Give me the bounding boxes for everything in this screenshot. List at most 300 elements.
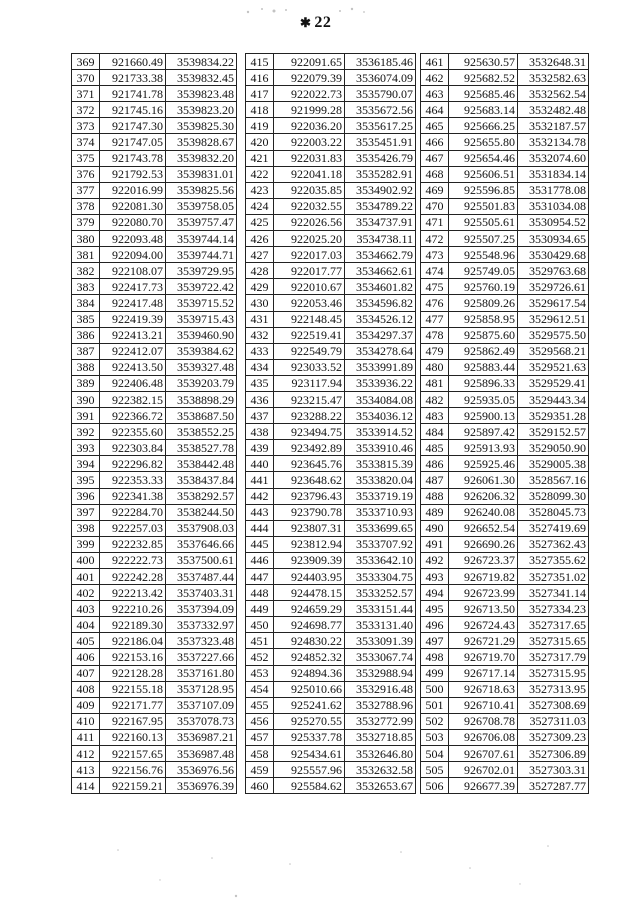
- table-row: [421, 552, 589, 568]
- x-coordinate-cell: 923648.62: [274, 472, 345, 488]
- scan-mark-icon: ✱: [300, 15, 312, 30]
- x-coordinate-cell: 924894.36: [274, 665, 345, 681]
- x-coordinate-cell: 926652.54: [449, 520, 518, 536]
- x-coordinate-cell: 926718.63: [449, 681, 518, 697]
- y-coordinate-cell: 3533910.46: [345, 440, 416, 456]
- table-row: [421, 778, 589, 794]
- table-row: [246, 166, 416, 182]
- point-number-cell: 457: [246, 729, 274, 745]
- table-row: [421, 520, 589, 536]
- point-number-cell: 477: [421, 311, 449, 327]
- y-coordinate-cell: 3534601.82: [345, 279, 416, 295]
- point-number-cell: 431: [246, 311, 274, 327]
- point-number-cell: 384: [72, 295, 100, 311]
- table-row: [421, 633, 589, 649]
- table-row: [72, 134, 237, 150]
- x-coordinate-cell: 922210.26: [100, 601, 166, 617]
- x-coordinate-cell: 925584.62: [274, 778, 345, 794]
- x-coordinate-cell: 925270.55: [274, 713, 345, 729]
- x-coordinate-cell: 925883.44: [449, 359, 518, 375]
- x-coordinate-cell: 926717.14: [449, 665, 518, 681]
- y-coordinate-cell: 3527419.69: [518, 520, 589, 536]
- x-coordinate-cell: 925666.25: [449, 118, 518, 134]
- table-row: [72, 231, 237, 247]
- table-row: [421, 601, 589, 617]
- x-coordinate-cell: 925434.61: [274, 746, 345, 762]
- point-number-cell: 493: [421, 569, 449, 585]
- point-number-cell: 382: [72, 263, 100, 279]
- table-row: [72, 552, 237, 568]
- point-number-cell: 464: [421, 102, 449, 118]
- point-number-cell: 455: [246, 697, 274, 713]
- y-coordinate-cell: 3529612.51: [518, 311, 589, 327]
- point-number-cell: 483: [421, 408, 449, 424]
- page-number-text: 22: [314, 14, 332, 31]
- table-row: [421, 263, 589, 279]
- y-coordinate-cell: 3529521.63: [518, 359, 589, 375]
- x-coordinate-cell: 926723.99: [449, 585, 518, 601]
- x-coordinate-cell: 925925.46: [449, 456, 518, 472]
- y-coordinate-cell: 3539757.47: [166, 214, 237, 230]
- x-coordinate-cell: 922382.15: [100, 391, 166, 407]
- table-row: [421, 762, 589, 778]
- y-coordinate-cell: 3539722.42: [166, 279, 237, 295]
- x-coordinate-cell: 926719.82: [449, 569, 518, 585]
- y-coordinate-cell: 3530934.65: [518, 231, 589, 247]
- y-coordinate-cell: 3537500.61: [166, 552, 237, 568]
- table-row: [246, 134, 416, 150]
- y-coordinate-cell: 3535617.25: [345, 118, 416, 134]
- y-coordinate-cell: 3533719.19: [345, 488, 416, 504]
- y-coordinate-cell: 3532988.94: [345, 665, 416, 681]
- point-number-cell: 497: [421, 633, 449, 649]
- point-number-cell: 417: [246, 86, 274, 102]
- x-coordinate-cell: 925809.26: [449, 295, 518, 311]
- table-row: [246, 343, 416, 359]
- point-number-cell: 458: [246, 746, 274, 762]
- table-row: [246, 118, 416, 134]
- point-number-cell: 396: [72, 488, 100, 504]
- y-coordinate-cell: 3537161.80: [166, 665, 237, 681]
- point-number-cell: 482: [421, 391, 449, 407]
- x-coordinate-cell: 921733.38: [100, 70, 166, 86]
- table-row: [72, 295, 237, 311]
- point-number-cell: 375: [72, 150, 100, 166]
- y-coordinate-cell: 3532582.63: [518, 70, 589, 86]
- point-number-cell: 460: [246, 778, 274, 794]
- y-coordinate-cell: 3531834.14: [518, 166, 589, 182]
- table-row: [72, 102, 237, 118]
- y-coordinate-cell: 3532632.58: [345, 762, 416, 778]
- point-number-cell: 376: [72, 166, 100, 182]
- table-row: [72, 536, 237, 552]
- y-coordinate-cell: 3538687.50: [166, 408, 237, 424]
- x-coordinate-cell: 926240.08: [449, 504, 518, 520]
- point-number-cell: 475: [421, 279, 449, 295]
- x-coordinate-cell: 922284.70: [100, 504, 166, 520]
- coordinate-table-1: [71, 53, 237, 794]
- point-number-cell: 399: [72, 536, 100, 552]
- x-coordinate-cell: 923033.52: [274, 359, 345, 375]
- point-number-cell: 454: [246, 681, 274, 697]
- table-row: [246, 520, 416, 536]
- x-coordinate-cell: 925606.51: [449, 166, 518, 182]
- y-coordinate-cell: 3537128.95: [166, 681, 237, 697]
- point-number-cell: 498: [421, 649, 449, 665]
- point-number-cell: 413: [72, 762, 100, 778]
- table-row: [421, 408, 589, 424]
- x-coordinate-cell: 926713.50: [449, 601, 518, 617]
- table-row: [421, 295, 589, 311]
- point-number-cell: 502: [421, 713, 449, 729]
- y-coordinate-cell: 3539832.45: [166, 70, 237, 86]
- x-coordinate-cell: 922213.42: [100, 585, 166, 601]
- point-number-cell: 432: [246, 327, 274, 343]
- y-coordinate-cell: 3539715.43: [166, 311, 237, 327]
- x-coordinate-cell: 922303.84: [100, 440, 166, 456]
- y-coordinate-cell: 3539203.79: [166, 375, 237, 391]
- table-row: [72, 633, 237, 649]
- x-coordinate-cell: 925010.66: [274, 681, 345, 697]
- y-coordinate-cell: 3531778.08: [518, 182, 589, 198]
- point-number-cell: 499: [421, 665, 449, 681]
- y-coordinate-cell: 3532134.78: [518, 134, 589, 150]
- y-coordinate-cell: 3527355.62: [518, 552, 589, 568]
- y-coordinate-cell: 3538552.25: [166, 424, 237, 440]
- x-coordinate-cell: 926723.37: [449, 552, 518, 568]
- point-number-cell: 369: [72, 54, 100, 70]
- point-number-cell: 383: [72, 279, 100, 295]
- table-row: [72, 70, 237, 86]
- x-coordinate-cell: 925896.33: [449, 375, 518, 391]
- y-coordinate-cell: 3538898.29: [166, 391, 237, 407]
- point-number-cell: 445: [246, 536, 274, 552]
- table-row: [246, 327, 416, 343]
- x-coordinate-cell: 922091.65: [274, 54, 345, 70]
- y-coordinate-cell: 3539823.20: [166, 102, 237, 118]
- x-coordinate-cell: 925685.46: [449, 86, 518, 102]
- x-coordinate-cell: 923117.94: [274, 375, 345, 391]
- table-row: [246, 536, 416, 552]
- point-number-cell: 415: [246, 54, 274, 70]
- point-number-cell: 500: [421, 681, 449, 697]
- table-row: [72, 762, 237, 778]
- point-number-cell: 467: [421, 150, 449, 166]
- point-number-cell: 444: [246, 520, 274, 536]
- x-coordinate-cell: 922232.85: [100, 536, 166, 552]
- table-row: [421, 665, 589, 681]
- point-number-cell: 425: [246, 214, 274, 230]
- y-coordinate-cell: 3537227.66: [166, 649, 237, 665]
- point-number-cell: 473: [421, 247, 449, 263]
- x-coordinate-cell: 922017.03: [274, 247, 345, 263]
- x-coordinate-cell: 922017.77: [274, 263, 345, 279]
- x-coordinate-cell: 922053.46: [274, 295, 345, 311]
- y-coordinate-cell: 3533131.40: [345, 617, 416, 633]
- table-row: [72, 520, 237, 536]
- y-coordinate-cell: 3534738.11: [345, 231, 416, 247]
- point-number-cell: 456: [246, 713, 274, 729]
- y-coordinate-cell: 3539384.62: [166, 343, 237, 359]
- table-row: [421, 391, 589, 407]
- x-coordinate-cell: 923812.94: [274, 536, 345, 552]
- table-row: [72, 375, 237, 391]
- y-coordinate-cell: 3534662.79: [345, 247, 416, 263]
- table-row: [421, 150, 589, 166]
- y-coordinate-cell: 3527309.23: [518, 729, 589, 745]
- point-number-cell: 494: [421, 585, 449, 601]
- point-number-cell: 395: [72, 472, 100, 488]
- x-coordinate-cell: 926061.30: [449, 472, 518, 488]
- table-row: [72, 198, 237, 214]
- table-row: [72, 247, 237, 263]
- point-number-cell: 476: [421, 295, 449, 311]
- y-coordinate-cell: 3534036.12: [345, 408, 416, 424]
- y-coordinate-cell: 3533991.89: [345, 359, 416, 375]
- x-coordinate-cell: 923494.75: [274, 424, 345, 440]
- y-coordinate-cell: 3536987.48: [166, 746, 237, 762]
- table-row: [72, 456, 237, 472]
- y-coordinate-cell: 3539828.67: [166, 134, 237, 150]
- table-row: [421, 536, 589, 552]
- x-coordinate-cell: 921743.78: [100, 150, 166, 166]
- y-coordinate-cell: 3529351.28: [518, 408, 589, 424]
- point-number-cell: 394: [72, 456, 100, 472]
- point-number-cell: 404: [72, 617, 100, 633]
- table-row: [72, 472, 237, 488]
- x-coordinate-cell: 923215.47: [274, 391, 345, 407]
- y-coordinate-cell: 3538527.78: [166, 440, 237, 456]
- point-number-cell: 490: [421, 520, 449, 536]
- point-number-cell: 370: [72, 70, 100, 86]
- y-coordinate-cell: 3536976.56: [166, 762, 237, 778]
- x-coordinate-cell: 922186.04: [100, 633, 166, 649]
- table-row: [421, 343, 589, 359]
- x-coordinate-cell: 922080.70: [100, 214, 166, 230]
- x-coordinate-cell: 922035.85: [274, 182, 345, 198]
- table-row: [421, 375, 589, 391]
- table-row: [246, 198, 416, 214]
- table-row: [421, 649, 589, 665]
- table-row: [246, 633, 416, 649]
- table-row: [72, 214, 237, 230]
- x-coordinate-cell: 925760.19: [449, 279, 518, 295]
- y-coordinate-cell: 3536987.21: [166, 729, 237, 745]
- table-row: [72, 746, 237, 762]
- table-row: [72, 504, 237, 520]
- x-coordinate-cell: 926710.41: [449, 697, 518, 713]
- x-coordinate-cell: 922108.07: [100, 263, 166, 279]
- point-number-cell: 465: [421, 118, 449, 134]
- table-row: [72, 729, 237, 745]
- x-coordinate-cell: 922353.33: [100, 472, 166, 488]
- y-coordinate-cell: 3537332.97: [166, 617, 237, 633]
- y-coordinate-cell: 3538292.57: [166, 488, 237, 504]
- x-coordinate-cell: 921741.78: [100, 86, 166, 102]
- point-number-cell: 435: [246, 375, 274, 391]
- y-coordinate-cell: 3530429.68: [518, 247, 589, 263]
- x-coordinate-cell: 925900.13: [449, 408, 518, 424]
- table-row: [246, 375, 416, 391]
- table-row: [246, 424, 416, 440]
- y-coordinate-cell: 3538244.50: [166, 504, 237, 520]
- table-row: [421, 617, 589, 633]
- table-row: [246, 762, 416, 778]
- table-row: [246, 102, 416, 118]
- x-coordinate-cell: 922189.30: [100, 617, 166, 633]
- point-number-cell: 442: [246, 488, 274, 504]
- y-coordinate-cell: 3534297.37: [345, 327, 416, 343]
- table-row: [246, 408, 416, 424]
- y-coordinate-cell: 3532562.54: [518, 86, 589, 102]
- table-row: [246, 504, 416, 520]
- point-number-cell: 463: [421, 86, 449, 102]
- table-row: [421, 134, 589, 150]
- point-number-cell: 429: [246, 279, 274, 295]
- table-row: [246, 391, 416, 407]
- x-coordinate-cell: 922355.60: [100, 424, 166, 440]
- point-number-cell: 468: [421, 166, 449, 182]
- y-coordinate-cell: 3529617.54: [518, 295, 589, 311]
- table-row: [72, 440, 237, 456]
- x-coordinate-cell: 923492.89: [274, 440, 345, 456]
- point-number-cell: 488: [421, 488, 449, 504]
- page-number: [300, 14, 331, 32]
- table-row: [421, 713, 589, 729]
- x-coordinate-cell: 926706.08: [449, 729, 518, 745]
- y-coordinate-cell: 3527303.31: [518, 762, 589, 778]
- y-coordinate-cell: 3537487.44: [166, 569, 237, 585]
- table-row: [72, 359, 237, 375]
- x-coordinate-cell: 922549.79: [274, 343, 345, 359]
- point-number-cell: 505: [421, 762, 449, 778]
- point-number-cell: 385: [72, 311, 100, 327]
- table-row: [246, 697, 416, 713]
- x-coordinate-cell: 924403.95: [274, 569, 345, 585]
- table-row: [246, 472, 416, 488]
- y-coordinate-cell: 3539744.71: [166, 247, 237, 263]
- y-coordinate-cell: 3533815.39: [345, 456, 416, 472]
- x-coordinate-cell: 924659.29: [274, 601, 345, 617]
- point-number-cell: 421: [246, 150, 274, 166]
- table-row: [246, 665, 416, 681]
- table-row: [246, 86, 416, 102]
- x-coordinate-cell: 921660.49: [100, 54, 166, 70]
- table-row: [72, 778, 237, 794]
- table-row: [246, 263, 416, 279]
- y-coordinate-cell: 3534662.61: [345, 263, 416, 279]
- point-number-cell: 387: [72, 343, 100, 359]
- point-number-cell: 438: [246, 424, 274, 440]
- x-coordinate-cell: 922128.28: [100, 665, 166, 681]
- point-number-cell: 486: [421, 456, 449, 472]
- coordinate-table-3: [420, 53, 589, 794]
- y-coordinate-cell: 3527311.03: [518, 713, 589, 729]
- point-number-cell: 374: [72, 134, 100, 150]
- y-coordinate-cell: 3527341.14: [518, 585, 589, 601]
- y-coordinate-cell: 3529763.68: [518, 263, 589, 279]
- point-number-cell: 401: [72, 569, 100, 585]
- x-coordinate-cell: 925596.85: [449, 182, 518, 198]
- table-row: [246, 585, 416, 601]
- point-number-cell: 459: [246, 762, 274, 778]
- x-coordinate-cell: 923790.78: [274, 504, 345, 520]
- y-coordinate-cell: 3529575.50: [518, 327, 589, 343]
- x-coordinate-cell: 922094.00: [100, 247, 166, 263]
- point-number-cell: 386: [72, 327, 100, 343]
- point-number-cell: 506: [421, 778, 449, 794]
- x-coordinate-cell: 922159.21: [100, 778, 166, 794]
- table-row: [246, 729, 416, 745]
- y-coordinate-cell: 3534789.22: [345, 198, 416, 214]
- point-number-cell: 422: [246, 166, 274, 182]
- y-coordinate-cell: 3533710.93: [345, 504, 416, 520]
- x-coordinate-cell: 921999.28: [274, 102, 345, 118]
- point-number-cell: 436: [246, 391, 274, 407]
- x-coordinate-cell: 925501.83: [449, 198, 518, 214]
- x-coordinate-cell: 925337.78: [274, 729, 345, 745]
- table-row: [421, 102, 589, 118]
- point-number-cell: 400: [72, 552, 100, 568]
- table-row: [72, 665, 237, 681]
- table-row: [72, 311, 237, 327]
- table-row: [421, 118, 589, 134]
- y-coordinate-cell: 3537107.09: [166, 697, 237, 713]
- y-coordinate-cell: 3538437.84: [166, 472, 237, 488]
- table-row: [72, 263, 237, 279]
- point-number-cell: 416: [246, 70, 274, 86]
- y-coordinate-cell: 3535451.91: [345, 134, 416, 150]
- table-row: [246, 456, 416, 472]
- table-row: [72, 713, 237, 729]
- table-row: [421, 214, 589, 230]
- y-coordinate-cell: 3537908.03: [166, 520, 237, 536]
- x-coordinate-cell: 925654.46: [449, 150, 518, 166]
- point-number-cell: 411: [72, 729, 100, 745]
- x-coordinate-cell: 926707.61: [449, 746, 518, 762]
- x-coordinate-cell: 925875.60: [449, 327, 518, 343]
- point-number-cell: 373: [72, 118, 100, 134]
- x-coordinate-cell: 922160.13: [100, 729, 166, 745]
- y-coordinate-cell: 3533936.22: [345, 375, 416, 391]
- table-row: [72, 649, 237, 665]
- table-row: [421, 729, 589, 745]
- point-number-cell: 495: [421, 601, 449, 617]
- table-row: [72, 681, 237, 697]
- x-coordinate-cell: 925505.61: [449, 214, 518, 230]
- table-row: [72, 343, 237, 359]
- table-row: [421, 70, 589, 86]
- point-number-cell: 443: [246, 504, 274, 520]
- y-coordinate-cell: 3534902.92: [345, 182, 416, 198]
- x-coordinate-cell: 922167.95: [100, 713, 166, 729]
- y-coordinate-cell: 3537646.66: [166, 536, 237, 552]
- table-row: [246, 70, 416, 86]
- x-coordinate-cell: 922032.55: [274, 198, 345, 214]
- x-coordinate-cell: 922010.67: [274, 279, 345, 295]
- y-coordinate-cell: 3533067.74: [345, 649, 416, 665]
- x-coordinate-cell: 922242.28: [100, 569, 166, 585]
- table-row: [72, 424, 237, 440]
- x-coordinate-cell: 924698.77: [274, 617, 345, 633]
- x-coordinate-cell: 922412.07: [100, 343, 166, 359]
- y-coordinate-cell: 3529152.57: [518, 424, 589, 440]
- point-number-cell: 389: [72, 375, 100, 391]
- x-coordinate-cell: 926206.32: [449, 488, 518, 504]
- y-coordinate-cell: 3529568.21: [518, 343, 589, 359]
- point-number-cell: 472: [421, 231, 449, 247]
- point-number-cell: 427: [246, 247, 274, 263]
